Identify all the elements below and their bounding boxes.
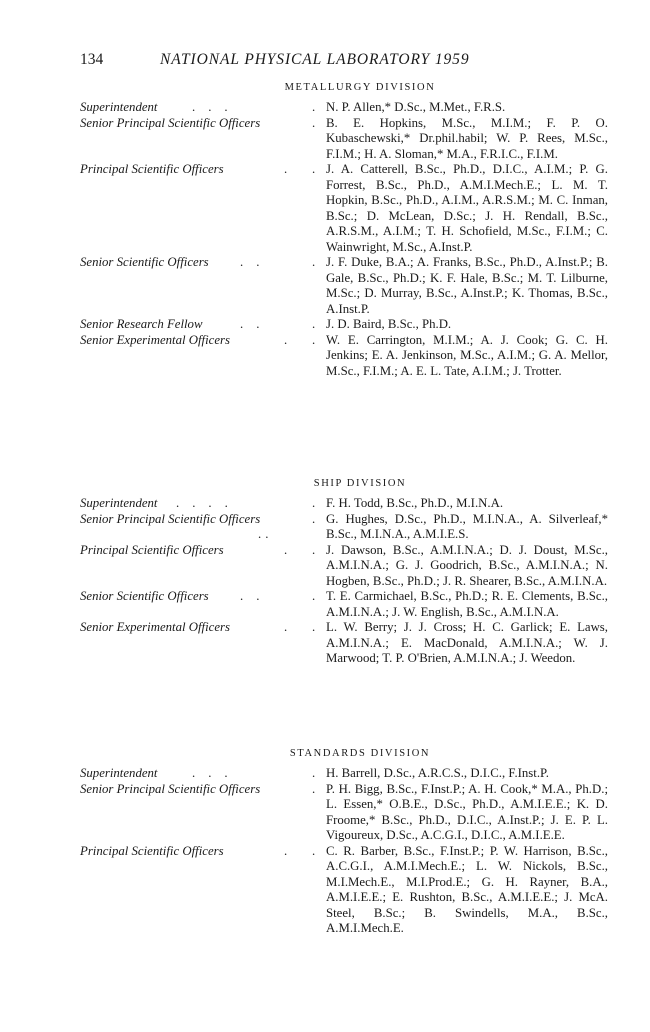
names-text: J. D. Baird, B.Sc., Ph.D.: [326, 317, 452, 331]
leader-dot: .: [312, 511, 316, 526]
names-text: N. P. Allen,* D.Sc., M.Met., F.R.S.: [326, 100, 506, 114]
leader-dots: .: [284, 162, 301, 176]
names-text: J. F. Duke, B.A.; A. Franks, B.Sc., Ph.D., A.Inst.P.; B. Gale, B.Sc., Ph.D.; K. F. Hale, B.Sc.; M. T. Lilburne, M.Sc.; D. Murray, B.Sc., A.Inst.P.; K. Thomas, B.Sc., A.Inst.P.: [326, 255, 608, 316]
leader-dot: .: [312, 496, 316, 510]
leader-dot: .: [312, 162, 316, 176]
leader-dot: .: [312, 843, 316, 858]
role-label: Senior Experimental Officers: [80, 620, 230, 634]
role-label: Senior Experimental Officers: [80, 332, 230, 347]
entry-row: [80, 844, 610, 937]
names-text: W. E. Carrington, M.I.M.; A. J. Cook; G. C. H. Jenkins; E. A. Jenkinson, M.Sc., A.I.M.; G. A. Mellor, M.Sc., F.I.M.; A. E. L. Tate, A.I.M.; J. Trotter.: [326, 332, 608, 378]
role-label: Senior Scientific Officers: [80, 589, 209, 603]
leader-dot: .: [312, 766, 316, 780]
leader-dots: ...: [192, 766, 241, 780]
entry-row: [80, 496, 610, 512]
names-text: G. Hughes, D.Sc., Ph.D., M.I.N.A., A. Silverleaf,* B.Sc., M.I.N.A., A.M.I.E.S.: [326, 511, 608, 541]
running-title: NATIONAL PHYSICAL LABORATORY 1959: [160, 51, 470, 68]
leader-dot: .: [312, 115, 316, 130]
section-title: METALLURGY DIVISION: [284, 82, 436, 93]
leader-dot: .: [312, 781, 316, 796]
entry-row: [80, 333, 610, 380]
entry-row: [80, 162, 610, 255]
role-label: Superintendent: [80, 766, 158, 780]
section-ship: [80, 476, 610, 667]
names-text: B. E. Hopkins, M.Sc., M.I.M.; F. P. O. Kubaschewski,* Dr.phil.habil; W. P. Rees, M.Sc., F.I.M.; H. A. Sloman,* M.A., F.R.I.C., F.I.M.: [326, 115, 608, 161]
leader-dots: ....: [176, 496, 241, 510]
page-number: 134: [80, 51, 104, 68]
leader-dots: ..: [240, 317, 273, 331]
role-label: Principal Scientific Officers: [80, 162, 224, 176]
leader-dot: .: [312, 542, 316, 557]
page-header: [80, 51, 560, 69]
section-standards: [80, 746, 610, 937]
role-label: Senior Scientific Officers: [80, 255, 209, 269]
leader-dot: .: [312, 100, 316, 114]
entry-row: [80, 100, 610, 116]
entry-row: [80, 543, 610, 590]
section-title: SHIP DIVISION: [313, 478, 407, 489]
role-label: Senior Principal Scientific Officers: [80, 115, 261, 130]
entry-row: [80, 766, 610, 782]
leader-dots: ..: [240, 255, 273, 269]
leader-dots: ...: [192, 100, 241, 114]
entry-row: [80, 512, 610, 543]
leader-dot: .: [312, 589, 316, 603]
entry-row: [80, 589, 610, 620]
leader-dots: ..: [240, 589, 273, 603]
role-label: Senior Principal Scientific Officers: [80, 781, 261, 796]
role-label: Superintendent: [80, 100, 158, 114]
role-label: Senior Research Fellow: [80, 317, 203, 331]
role-label: Senior Principal Scientific Officers: [80, 511, 261, 526]
entry-row: [80, 782, 610, 844]
names-text: T. E. Carmichael, B.Sc., Ph.D.; R. E. Clements, B.Sc., A.M.I.N.A.; J. W. English, B.Sc., A.M.I.N.A.: [326, 589, 608, 619]
entry-row: [80, 116, 610, 163]
role-label: Principal Scientific Officers: [80, 843, 224, 858]
entry-row: [80, 317, 610, 333]
names-text: F. H. Todd, B.Sc., Ph.D., M.I.N.A.: [326, 496, 504, 510]
entry-row: [80, 620, 610, 667]
role-label: Superintendent: [80, 496, 158, 510]
names-text: P. H. Bigg, B.Sc., F.Inst.P.; A. H. Cook,* M.A., Ph.D.; L. Essen,* O.B.E., D.Sc., Ph.D., A.M.I.E.E.; K. D. Froome,* B.Sc., Ph.D., D.I.C., A.Inst.P.; J. E. P. L. Vigoureux, D.Sc., A.C.G.I., D.I.C., A.M.I.E.E.: [326, 781, 608, 842]
role-label: Principal Scientific Officers: [80, 542, 224, 557]
names-text: L. W. Berry; J. J. Cross; H. C. Garlick; E. Laws, A.M.I.N.A.; E. MacDonald, A.M.I.N.A.; W. J. Marwood; T. P. O'Brien, A.M.I.N.A.; J. Weedon.: [326, 620, 608, 665]
leader-dot: .: [312, 620, 316, 634]
leader-dots: .: [284, 332, 301, 347]
leader-dots: .: [284, 620, 301, 634]
entry-row: [80, 255, 610, 317]
names-text: J. A. Catterell, B.Sc., Ph.D., D.I.C., A.I.M.; P. G. Forrest, B.Sc., Ph.D., A.M.I.Mech.E.; L. M. T. Hopkin, B.Sc., Ph.D., A.I.M., A.R.S.M.; M. C. Inman, B.Sc.; D. McLean, D.Sc.; J. H. Rendall, B.Sc., A.R.S.M., A.I.M.; T. H. Schofield, M.Sc., F.I.M.; C. Wainwright, M.Sc., A.Inst.P.: [326, 162, 608, 254]
names-text: H. Barrell, D.Sc., A.R.C.S., D.I.C., F.Inst.P.: [326, 766, 549, 780]
leader-dot: .: [312, 255, 316, 269]
section-title: STANDARDS DIVISION: [289, 748, 431, 759]
leader-dot: .: [312, 317, 316, 331]
leader-dots: .: [284, 843, 301, 858]
section-metallurgy: [80, 80, 610, 379]
leader-dot: .: [312, 332, 316, 347]
leader-dots: .: [284, 542, 301, 557]
leader-dots: ..: [258, 526, 273, 541]
names-text: C. R. Barber, B.Sc., F.Inst.P.; P. W. Harrison, B.Sc., A.C.G.I., A.M.I.Mech.E.; L. W. Nickols, B.Sc., M.I.Mech.E., M.I.Prod.E.; G. H. Rayner, B.A., A.M.I.E.E.; E. Rushton, B.Sc., A.M.I.E.E.; J. McA. Steel, B.Sc.; B. Swindells, M.A., B.Sc., A.M.I.Mech.E.: [326, 843, 608, 935]
names-text: J. Dawson, B.Sc., A.M.I.N.A.; D. J. Doust, M.Sc., A.M.I.N.A.; G. J. Goodrich, B.Sc., A.M.I.N.A.; N. Hogben, B.Sc., Ph.D.; J. R. Shearer, B.Sc., A.M.I.N.A.: [326, 542, 608, 588]
